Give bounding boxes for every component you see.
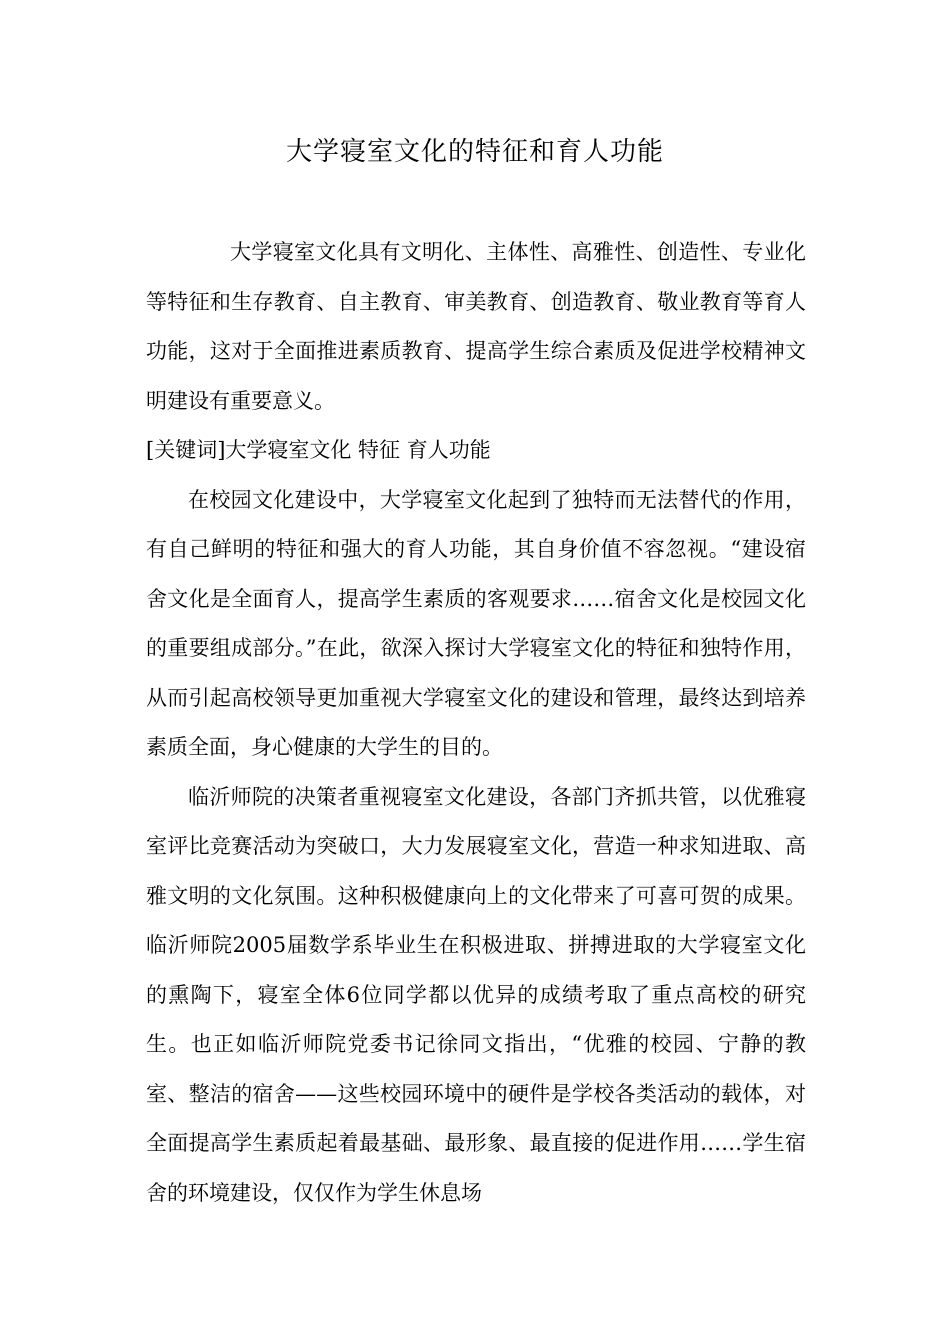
body-paragraph-1: 在校园文化建设中，大学寝室文化起到了独特而无法替代的作用，有自己鲜明的特征和强大的育人功能，其自身价值不容忽视。“建设宿舍文化是全面育人，提高学生素质的客观要求……宿舍文化是校园文化的重要组成部分。”在此，欲深入探讨大学寝室文化的特征和独特作用，从而引起高校领导更加重视大学寝室文化的建设和管理，最终达到培养素质全面，身心健康的大学生的目的。: [146, 487, 806, 759]
document-body: [146, 228, 806, 1218]
keywords-line: [关键词]大学寝室文化 特征 育人功能: [146, 438, 491, 462]
body-paragraph-2: 临沂师院的决策者重视寝室文化建设，各部门齐抓共管，以优雅寝室评比竞赛活动为突破口，大力发展寝室文化，营造一种求知进取、高雅文明的文化氛围。这种积极健康向上的文化带来了可喜可贺的成果。临沂师院2005届数学系毕业生在积极进取、拼搏进取的大学寝室文化的熏陶下，寝室全体6位同学都以优异的成绩考取了重点高校的研究生。也正如临沂师院党委书记徐同文指出，“优雅的校园、宁静的教室、整洁的宿舍——这些校园环境中的硬件是学校各类活动的载体，对全面提高学生素质起着最基础、最形象、最直接的促进作用……学生宿舍的环境建设，仅仅作为学生休息场: [146, 784, 806, 1205]
abstract-paragraph: 大学寝室文化具有文明化、主体性、高雅性、创造性、专业化等特征和生存教育、自主教育、审美教育、创造教育、敬业教育等育人功能，这对于全面推进素质教育、提高学生综合素质及促进学校精神文明建设有重要意义。: [146, 240, 806, 413]
document-title: 大学寝室文化的特征和育人功能: [285, 137, 664, 167]
